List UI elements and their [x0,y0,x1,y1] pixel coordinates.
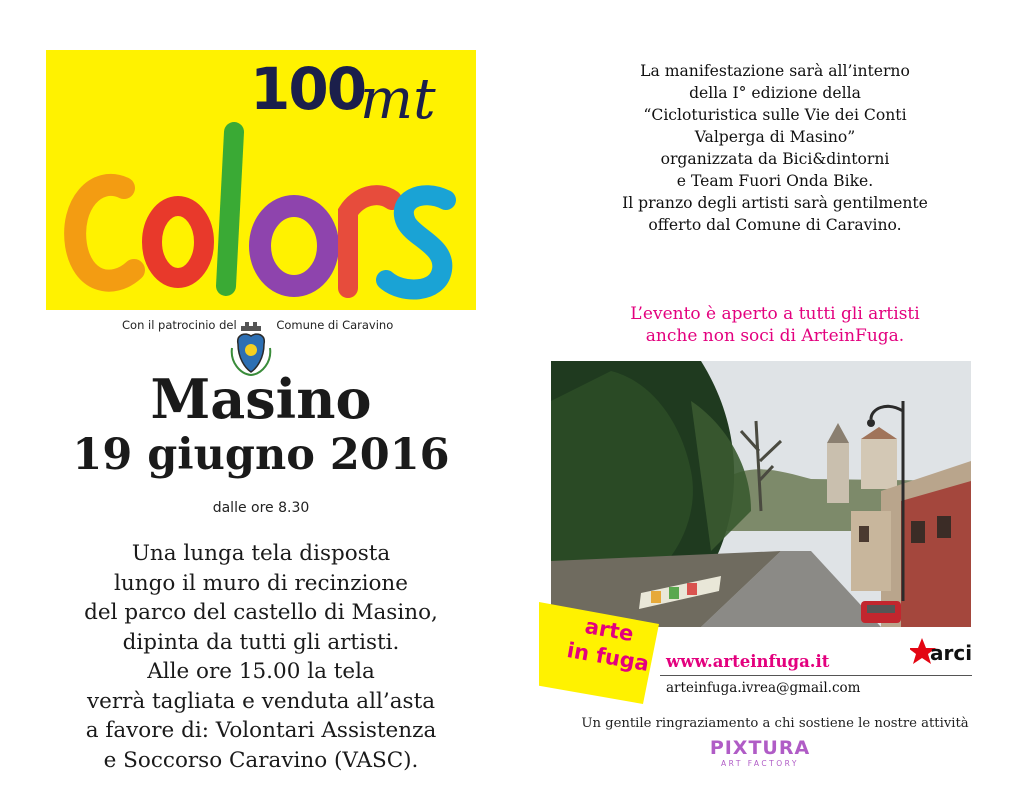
description-line: del parco del castello di Masino, [84,600,438,625]
description-line: e Soccorso Caravino (VASC). [103,747,419,773]
arci-logo-icon [910,632,972,668]
email-link[interactable]: arteinfuga.ivrea@gmail.com [666,680,861,696]
logo-letter-o [152,206,204,278]
village-street-photo [551,361,971,627]
event-info [540,60,1010,236]
arci-logo-text: arci [930,641,972,665]
open-event-line: anche non soci di ArteinFuga. [645,326,905,346]
event-town: Masino [150,367,372,431]
info-line: “Cicloturistica sulle Vie dei Conti [643,106,907,124]
open-event-line: L’evento è aperto a tutti gli artisti [630,304,920,324]
website-link[interactable]: www.arteinfuga.it [666,652,830,671]
logo-letter-l [226,132,234,286]
logo-number: 100 [250,55,366,123]
info-line: organizzata da Bici&dintorni [660,150,890,168]
event-time: dalle ore 8.30 [212,500,310,516]
pixtura-logo-tagline: ART FACTORY [721,759,799,768]
thanks-note: Un gentile ringraziamento a chi sostiene le nostre attività [581,716,969,731]
logo-letter-o2 [260,206,328,286]
logo-letter-c [75,185,134,281]
description-line: verrà tagliata e venduta all’asta [86,688,436,714]
open-event-notice [540,303,1010,347]
description-line: lungo il muro di recinzione [114,570,408,596]
arteinfuga-logo-line1: arte [583,614,636,647]
description-line: Alle ore 15.00 la tela [147,659,375,684]
pixtura-logo-name: PIXTURA [709,737,811,759]
logo-unit: mt [360,67,436,132]
footer-divider [660,675,972,676]
info-line: Il pranzo degli artisti sarà gentilmente [622,194,928,212]
info-line: offerto dal Comune di Caravino. [648,216,902,234]
pixtura-logo-icon [704,735,816,769]
info-line: Valperga di Masino” [694,128,856,146]
logo-colors-word [46,50,476,310]
description-line: dipinta da tutti gli artisti. [122,629,400,655]
event-date: 19 giugno 2016 [72,430,450,480]
info-line: e Team Fuori Onda Bike. [676,172,874,190]
municipality-name: Comune di Caravino [276,318,394,332]
arteinfuga-logo-line2: in fuga [565,638,651,677]
description-line: a favore di: Volontari Assistenza [85,718,437,743]
info-line: La manifestazione sarà all’interno [640,62,910,80]
info-line: della I° edizione della [689,84,861,102]
event-description [0,539,522,775]
description-line: Una lunga tela disposta [131,541,391,566]
logo-letter-s [386,195,446,289]
patronage-label: Con il patrocinio del [122,318,237,332]
